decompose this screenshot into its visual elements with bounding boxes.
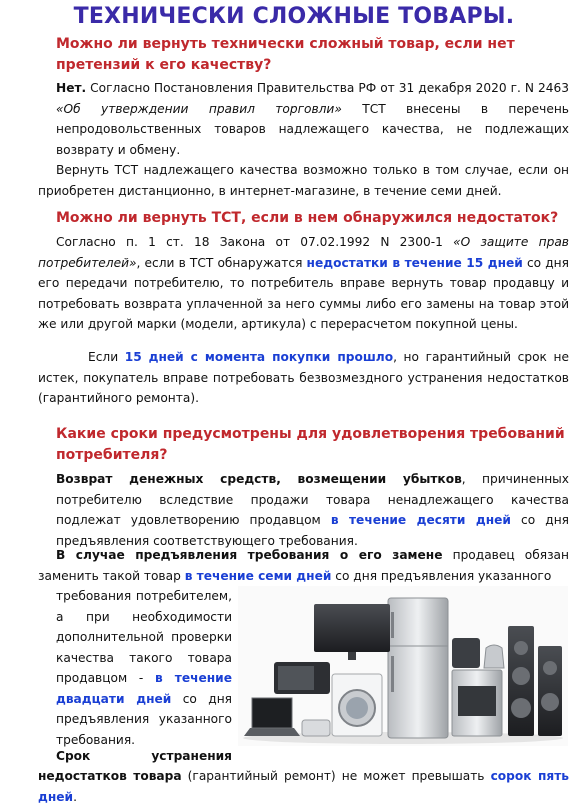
section3-bold-replace: В случае предъявления требования о его замене: [56, 548, 443, 562]
section3-text-h: .: [73, 789, 77, 804]
laptop-icon: [244, 698, 300, 736]
question-heading-1: Можно ли вернуть технически сложный товар, если нет претензий к его качеству?: [56, 36, 515, 73]
section3-text-g: (гарантийный ремонт) не может превышать: [181, 769, 491, 783]
section2-highlight-15-days: недостатки в течение 15 дней: [306, 255, 523, 270]
question-heading-3: Какие сроки предусмотрены для удовлетворения требований потребителя?: [56, 426, 565, 463]
section1-paragraph-1: [56, 78, 569, 160]
section1-paragraph-2: Вернуть ТСТ надлежащего качества возможно только в том случае, если он приобретен дистанционно, в интернет-магазине, в течение семи дней.: [38, 163, 569, 198]
section3-paragraph-4: [38, 766, 569, 807]
toaster-icon: [302, 720, 330, 736]
section3-highlight-45-days: сорок пять дней: [38, 769, 569, 804]
section3-paragraph-1: [56, 469, 569, 551]
section3-bold-repair-term: Срок устранения: [56, 749, 232, 763]
section3-text-a: , причиненных потребителю вследствие продажи товара ненадлежащего качества подлежат удовлетворению продавцом: [56, 472, 570, 527]
section2-text-e: , но гарантийный срок не истек, покупатель вправе потребовать безвозмездного устранения недостатков (гарантийного ремонта).: [38, 350, 569, 405]
tv-icon: [314, 604, 390, 660]
question-heading-2: Можно ли вернуть ТСТ, если в нем обнаружился недостаток?: [56, 210, 559, 226]
section2-highlight-passed: 15 дней с момента покупки прошло: [124, 350, 394, 364]
section2-text-c: со дня его передачи потребителю, то потребитель вправе вернуть товар продавцу и потребовать возврата уплаченной за него суммы либо его замены на товар этой же или другой марки (модели, артикула) с перерасчетом покупной цены.: [38, 255, 569, 331]
section3-bold-refund: Возврат денежных средств, возмещении убытков: [56, 472, 462, 486]
speaker-icon: [508, 626, 562, 736]
section1-text-a: Согласно Постановления Правительства РФ от 31 декабря 2020 г. N 2463: [86, 81, 569, 95]
section3-text-e: требования потребителем, а при необходимости дополнительной проверки качества такого товара продавцом -: [56, 589, 232, 685]
washing-machine-icon: [332, 674, 382, 736]
section3-text-d: со дня предъявления указанного: [331, 568, 552, 583]
section3-paragraph-3: [56, 586, 232, 750]
section2-text-b: , если в ТСТ обнаружатся: [136, 255, 307, 270]
appliances-illustration: [238, 586, 568, 746]
kettle-icon: [452, 638, 504, 668]
section2-text-d: Если: [88, 350, 125, 364]
section2-text-a: Согласно п. 1 ст. 18 Закона от 07.02.1992 N 2300-1: [56, 235, 454, 249]
section3-paragraph-2: [38, 545, 569, 586]
section1-text-b: ТСТ внесены в перечень непродовольственных товаров надлежащего качества, не подлежащих возврату и обмену.: [56, 101, 569, 157]
section1-bold-no: Нет.: [56, 81, 87, 95]
home-appliances-photo: [238, 586, 568, 746]
section3-highlight-ten-days: в течение десяти дней: [330, 513, 511, 527]
microwave-icon: [274, 662, 330, 694]
section2-paragraph-1: [38, 232, 569, 335]
fridge-icon: [388, 598, 448, 738]
section1-italic-ref: «Об утверждении правил торговли»: [56, 101, 342, 116]
oven-icon: [452, 670, 502, 736]
section3-highlight-twenty-days: в течение двадцати дней: [56, 671, 232, 706]
section3-text-c: продавец обязан заменить такой товар: [38, 548, 569, 583]
section3-text-b: со дня предъявления соответствующего требования.: [56, 513, 569, 548]
section2-paragraph-2: [38, 347, 569, 409]
page-title: ТЕХНИЧЕСКИ СЛОЖНЫЕ ТОВАРЫ.: [73, 4, 515, 29]
section2-italic-ref: «О защите прав потребителей»: [38, 235, 569, 270]
section3-text-f: со дня предъявления указанного требования.: [56, 691, 233, 747]
section3-bold-defects: недостатков товара: [38, 769, 182, 783]
section3-highlight-seven-days: в течение семи дней: [184, 568, 332, 583]
